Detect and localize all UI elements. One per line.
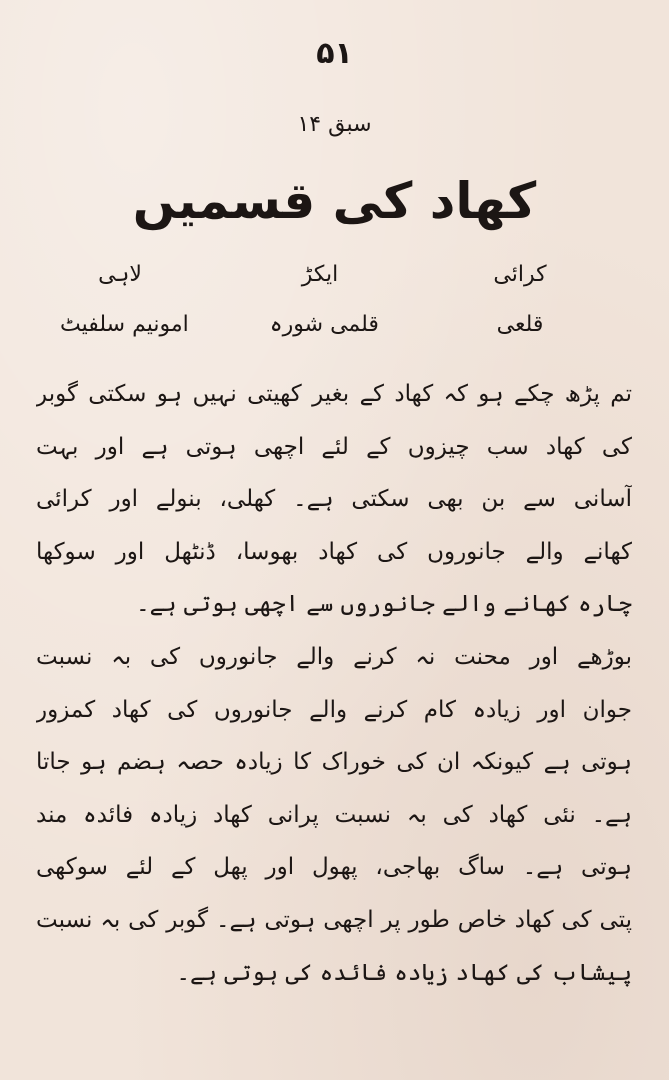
fertilizer-type: لاہی — [98, 262, 142, 287]
fertilizer-type: امونیم سلفیٹ — [60, 312, 189, 337]
text-line: کھانے والے جانوروں کی کھاد بھوسا، ڈنٹھل اور سوکھا — [36, 538, 632, 565]
fertilizer-types-row-2 — [60, 312, 580, 337]
fertilizer-type: قلمی شورہ — [269, 312, 379, 337]
text-line: چارہ کھانے والے جانوروں سے اچھی ہوتی ہے۔ — [136, 591, 632, 618]
page-number: ۵۱ — [316, 36, 353, 71]
text-line: بوڑھے اور محنت نہ کرنے والے جانوروں کی بہ نسبت — [36, 643, 632, 670]
text-line: تم پڑھ چکے ہو کہ کھاد کے بغیر کھیتی نہیں ہو سکتی گوبر — [36, 381, 632, 407]
text-line: پتی کی کھاد خاص طور پر اچھی ہوتی ہے۔ گوبر کی بہ نسبت — [36, 906, 632, 933]
fertilizer-types-row-1 — [60, 262, 580, 287]
text-line: آسانی سے بن بھی سکتی ہے۔ کھلی، بنولے اور کرائی — [36, 486, 632, 513]
lesson-label: سبق ۱۴ — [297, 112, 372, 137]
page-title: کھاد کی قسمیں — [132, 172, 537, 230]
text-line: جوان اور زیادہ کام کرنے والے جانوروں کی کھاد کمزور — [36, 696, 632, 723]
text-line: پیشاب کی کھاد زیادہ فائدہ کی ہوتی ہے۔ — [176, 959, 632, 986]
text-line: ہوتی ہے۔ ساگ بھاجی، پھول اور پھل کے لئے سوکھی — [36, 854, 632, 881]
text-line: کی کھاد سب چیزوں کے لئے اچھی ہوتی ہے اور بہت — [36, 433, 632, 460]
fertilizer-type: ایکڑ — [301, 262, 339, 287]
fertilizer-type: کرائی — [493, 262, 547, 287]
text-line: ہوتی ہے کیونکہ ان کی خوراک کا زیادہ حصہ ہضم ہو جاتا — [36, 749, 632, 776]
text-line: ہے۔ نئی کھاد کی بہ نسبت پرانی کھاد زیادہ فائدہ مند — [36, 801, 632, 828]
fertilizer-type: قلعی — [496, 312, 544, 337]
body-text — [36, 368, 632, 999]
